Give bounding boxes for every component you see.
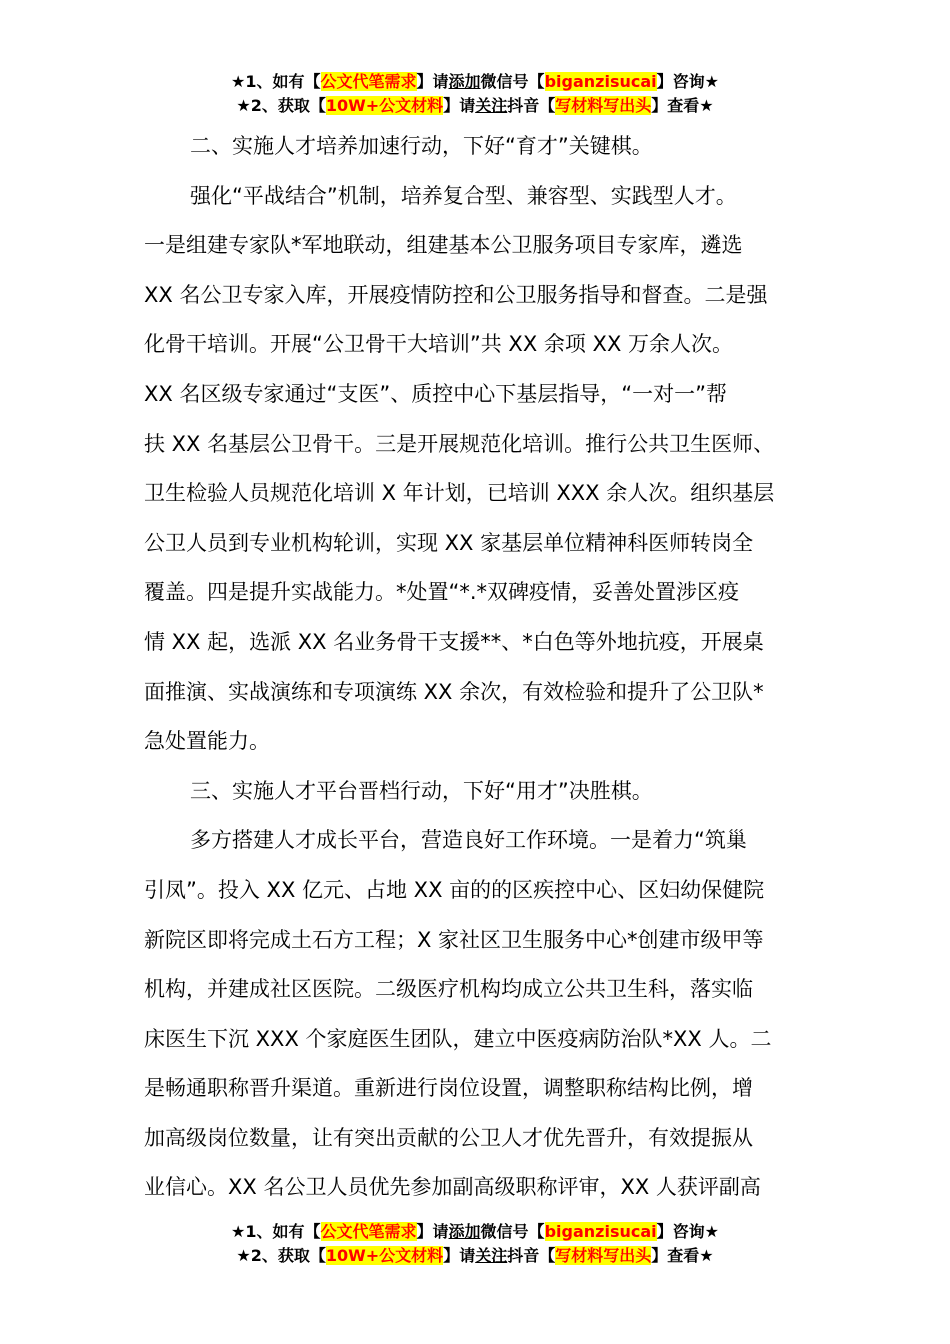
bottom-banner (0, 1220, 950, 1268)
body-line: XX 名区级专家通过“支医”、质控中心下基层指导，“一对一”帮 (144, 381, 727, 406)
body-line: 化骨干培训。开展“公卫骨干大培训”共 XX 余项 XX 万余人次。 (144, 332, 734, 357)
body-line: 床医生下沉 XXX 个家庭医生团队，建立中医疫病防治队*XX 人。二 (144, 1026, 772, 1051)
body-line: XX 名公卫专家入库，开展疫情防控和公卫服务指导和督查。二是强 (144, 282, 768, 307)
banner-text: 】查看★ (651, 1246, 714, 1265)
banner-highlight: 公文代笔需求 (320, 72, 417, 91)
banner-highlight: 写材料写出头 (555, 96, 652, 115)
body-line: 新院区即将完成土石方工程；X 家社区卫生服务中心*创建市级甲等 (144, 927, 764, 952)
banner-emphasis: 关注 (475, 1246, 508, 1265)
body-line: 公卫人员到专业机构轮训，实现 XX 家基层单位精神科医师转岗全 (144, 530, 754, 555)
banner-text: 】请 (416, 72, 449, 91)
body-line: 卫生检验人员规范化培训 X 年计划，已培训 XXX 余人次。组织基层 (144, 481, 775, 506)
banner-text: 】请 (416, 1222, 449, 1241)
banner-highlight: 10W+公文材料 (325, 96, 444, 115)
body-line: 多方搭建人才成长平台，营造良好工作环境。一是着力“筑巢 (190, 828, 747, 853)
banner-text: 】咨询★ (656, 72, 719, 91)
banner-text: 】请 (443, 1246, 476, 1265)
banner-text: 抖音【 (507, 96, 556, 115)
banner-highlight: 写材料写出头 (555, 1246, 652, 1265)
banner-highlight: biganzisucai (544, 72, 657, 91)
document-body (144, 122, 824, 1213)
body-line: 一是组建专家队*军地联动，组建基本公卫服务项目专家库，遴选 (144, 233, 743, 258)
banner-line-1 (0, 1220, 950, 1244)
banner-text: ★1、如有【 (231, 72, 321, 91)
top-banner (0, 70, 950, 118)
banner-highlight: 10W+公文材料 (325, 1246, 444, 1265)
banner-text: 抖音【 (507, 1246, 556, 1265)
body-line: 引凤”。投入 XX 亿元、占地 XX 亩的的区疾控中心、区妇幼保健院 (144, 877, 765, 902)
banner-text: 微信号【 (480, 1222, 545, 1241)
banner-highlight: 公文代笔需求 (320, 1222, 417, 1241)
banner-highlight: biganzisucai (544, 1222, 657, 1241)
banner-text: ★1、如有【 (231, 1222, 321, 1241)
body-line: 加高级岗位数量，让有突出贡献的公卫人才优先晋升，有效提振从 (144, 1125, 753, 1150)
body-line: 急处置能力。 (144, 729, 270, 754)
body-line: 面推演、实战演练和专项演练 XX 余次，有效检验和提升了公卫队* (144, 679, 764, 704)
banner-line-1 (0, 70, 950, 94)
banner-text: 】请 (443, 96, 476, 115)
body-line: 机构，并建成社区医院。二级医疗机构均成立公共卫生科，落实临 (144, 977, 753, 1002)
banner-emphasis: 关注 (475, 96, 508, 115)
body-line: 覆盖。四是提升实战能力。*处置“*.*双碑疫情，妥善处置涉区疫 (144, 580, 740, 605)
body-line: 强化“平战结合”机制，培养复合型、兼容型、实践型人才。 (190, 183, 737, 208)
body-line: 扶 XX 名基层公卫骨干。三是开展规范化培训。推行公共卫生医师、 (144, 431, 775, 456)
body-line: 是畅通职称晋升渠道。重新进行岗位设置，调整职称结构比例，增 (144, 1076, 753, 1101)
banner-text: 】咨询★ (656, 1222, 719, 1241)
banner-line-2 (0, 1244, 950, 1268)
banner-text: 微信号【 (480, 72, 545, 91)
body-line: 三、实施人才平台晋档行动，下好“用才”决胜棋。 (190, 778, 653, 803)
banner-text: ★2、获取【 (236, 96, 326, 115)
banner-emphasis: 添加 (448, 1222, 481, 1241)
body-line: 二、实施人才培养加速行动，下好“育才”关键棋。 (190, 134, 653, 158)
body-line: 情 XX 起，选派 XX 名业务骨干支援**、*白色等外地抗疫，开展桌 (144, 629, 764, 654)
banner-text: 】查看★ (651, 96, 714, 115)
body-line: 业信心。XX 名公卫人员优先参加副高级职称评审，XX 人获评副高 (144, 1175, 761, 1200)
banner-line-2 (0, 94, 950, 118)
banner-text: ★2、获取【 (236, 1246, 326, 1265)
banner-emphasis: 添加 (448, 72, 481, 91)
